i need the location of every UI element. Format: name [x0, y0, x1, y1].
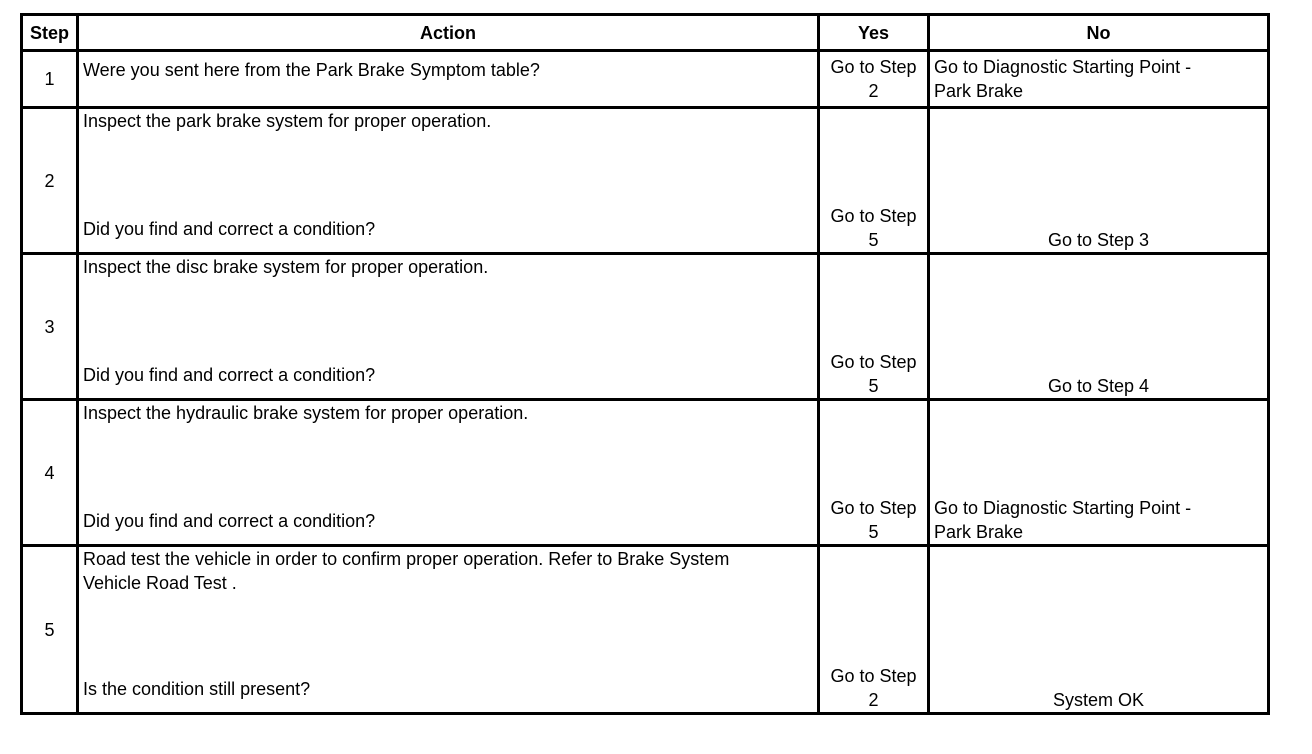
table-header-row — [22, 15, 1269, 51]
table-row — [22, 51, 1269, 108]
step-number: 2 — [22, 108, 78, 254]
action-cell — [78, 108, 819, 254]
action-instruction: Road test the vehicle in order to confirm proper operation. Refer to Brake System Vehicle Road Test . — [83, 549, 730, 593]
action-cell — [78, 254, 819, 400]
action-instruction: Were you sent here from the Park Brake Symptom table? — [83, 60, 540, 80]
action-question: Did you find and correct a condition? — [83, 511, 376, 531]
yes-goto-step: 5 — [868, 376, 879, 396]
yes-goto-label: Go to Step — [830, 206, 917, 226]
yes-goto-step: 5 — [868, 522, 879, 542]
action-question: Did you find and correct a condition? — [83, 219, 376, 239]
yes-goto-label: Go to Step — [830, 498, 917, 518]
no-goto-line1: Go to Step 4 — [1047, 376, 1150, 396]
no-cell — [929, 108, 1269, 254]
step-number: 4 — [22, 400, 78, 546]
yes-cell — [819, 254, 929, 400]
table-row — [22, 400, 1269, 546]
action-instruction: Inspect the disc brake system for proper operation. — [83, 257, 489, 277]
step-number: 1 — [22, 51, 78, 108]
action-cell — [78, 546, 819, 714]
header-action: Action — [78, 15, 819, 51]
diagnostic-table — [20, 13, 1270, 715]
no-goto-line1: Go to Step 3 — [1047, 230, 1150, 250]
yes-goto-label: Go to Step — [830, 57, 917, 77]
action-cell — [78, 51, 819, 108]
no-goto-line2: Park Brake — [934, 522, 1024, 542]
yes-cell — [819, 546, 929, 714]
step-number: 5 — [22, 546, 78, 714]
yes-cell — [819, 51, 929, 108]
yes-goto-label: Go to Step — [830, 352, 917, 372]
no-goto-line1: System OK — [1052, 690, 1145, 710]
yes-cell — [819, 108, 929, 254]
table-row — [22, 546, 1269, 714]
table-row — [22, 108, 1269, 254]
no-goto-line1: Go to Diagnostic Starting Point - — [934, 498, 1192, 518]
yes-goto-label: Go to Step — [830, 666, 917, 686]
action-instruction: Inspect the hydraulic brake system for proper operation. — [83, 403, 529, 423]
no-cell — [929, 546, 1269, 714]
no-cell — [929, 400, 1269, 546]
action-question: Did you find and correct a condition? — [83, 365, 376, 385]
no-cell — [929, 254, 1269, 400]
yes-goto-step: 5 — [868, 230, 879, 250]
step-number: 3 — [22, 254, 78, 400]
header-step: Step — [22, 15, 78, 51]
action-instruction: Inspect the park brake system for proper operation. — [83, 111, 492, 131]
no-goto-line1: Go to Diagnostic Starting Point - — [934, 57, 1192, 77]
no-goto-line2: Park Brake — [934, 81, 1024, 101]
yes-cell — [819, 400, 929, 546]
table-row — [22, 254, 1269, 400]
header-yes: Yes — [819, 15, 929, 51]
yes-goto-step: 2 — [868, 81, 879, 101]
action-cell — [78, 400, 819, 546]
yes-goto-step: 2 — [868, 690, 879, 710]
header-no: No — [929, 15, 1269, 51]
action-question: Is the condition still present? — [83, 679, 311, 699]
no-cell — [929, 51, 1269, 108]
